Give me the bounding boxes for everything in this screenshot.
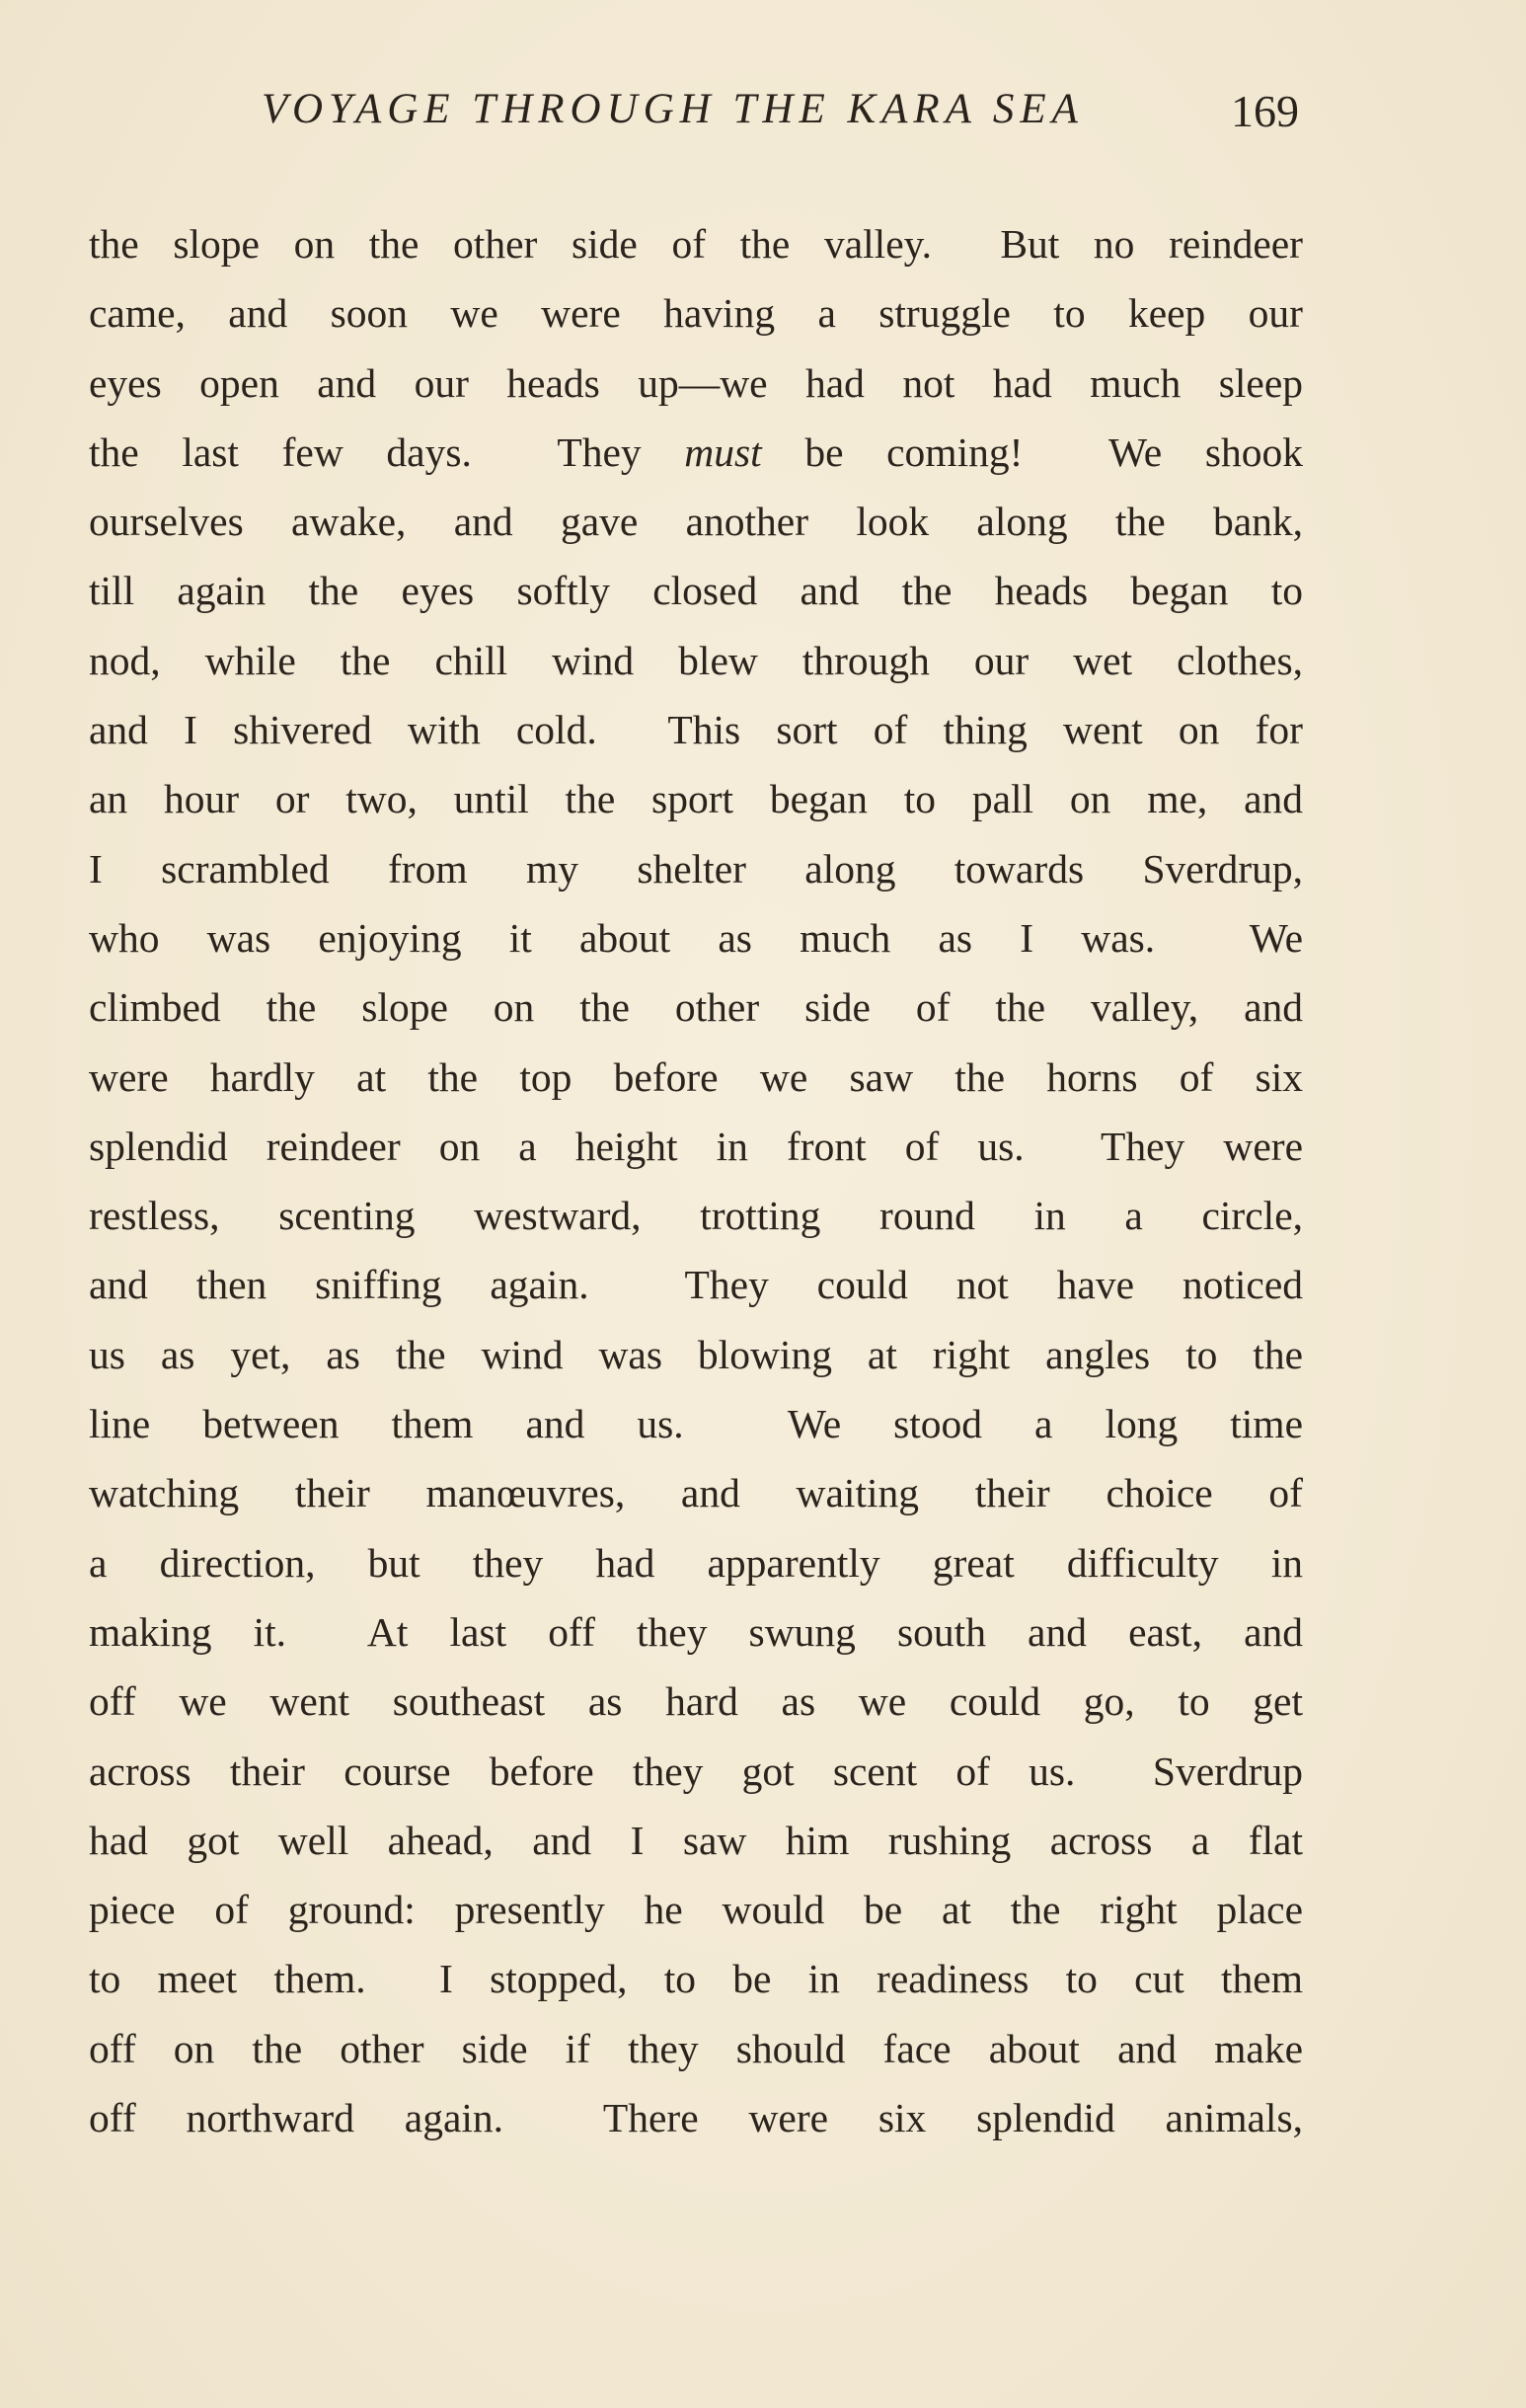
text-line: us as yet, as the wind was blowing at right angles to the [89,1331,1303,1377]
text-line: the slope on the other side of the valley. But no reindeer [89,221,1303,267]
page-number: 169 [1231,86,1299,136]
text-line: off northward again. There were six splendid animals, [89,2095,1303,2141]
running-head: VOYAGE THROUGH THE KARA SEA [262,86,1084,132]
text-line: climbed the slope on the other side of the valley, and [89,984,1303,1031]
text-line: piece of ground: presently he would be at the right place [89,1887,1303,1933]
text-line: nod, while the chill wind blew through our wet clothes, [89,637,1303,683]
text-line: who was enjoying it about as much as I was. We [89,914,1303,961]
text-line: the last few days. They must be coming! We shook [89,428,1303,475]
text-line: an hour or two, until the sport began to pall on me, and [89,776,1303,822]
text-line: restless, scenting westward, trotting round in a circle, [89,1193,1303,1239]
text-line: had got well ahead, and I saw him rushing across a flat [89,1817,1303,1863]
text-line: off on the other side if they should face about and make [89,2025,1303,2071]
text-line: ourselves awake, and gave another look along the bank, [89,499,1303,545]
text-line: eyes open and our heads up—we had not had much sleep [89,359,1303,406]
text-line: making it. At last off they swung south and east, and [89,1608,1303,1655]
text-line: a direction, but they had apparently great difficulty in [89,1539,1303,1586]
emphasis: must [684,428,762,475]
text-line: watching their manœuvres, and waiting their choice of [89,1470,1303,1516]
text-line: and I shivered with cold. This sort of thing went on for [89,707,1303,753]
text-line: and then sniffing again. They could not have noticed [89,1262,1303,1308]
text-line: came, and soon we were having a struggle to keep our [89,290,1303,337]
text-line: till again the eyes softly closed and the heads began to [89,568,1303,614]
text-line: splendid reindeer on a height in front of us. They were [89,1123,1303,1169]
body-text [89,209,1303,2152]
text-line: I scrambled from my shelter along towards Sverdrup, [89,845,1303,892]
text-line: off we went southeast as hard as we could go, to get [89,1678,1303,1725]
text-line: across their course before they got scent of us. Sverdrup [89,1748,1303,1794]
text-line: to meet them. I stopped, to be in readiness to cut them [89,1956,1303,2002]
text-line: line between them and us. We stood a long time [89,1401,1303,1447]
text-line: were hardly at the top before we saw the horns of six [89,1053,1303,1100]
